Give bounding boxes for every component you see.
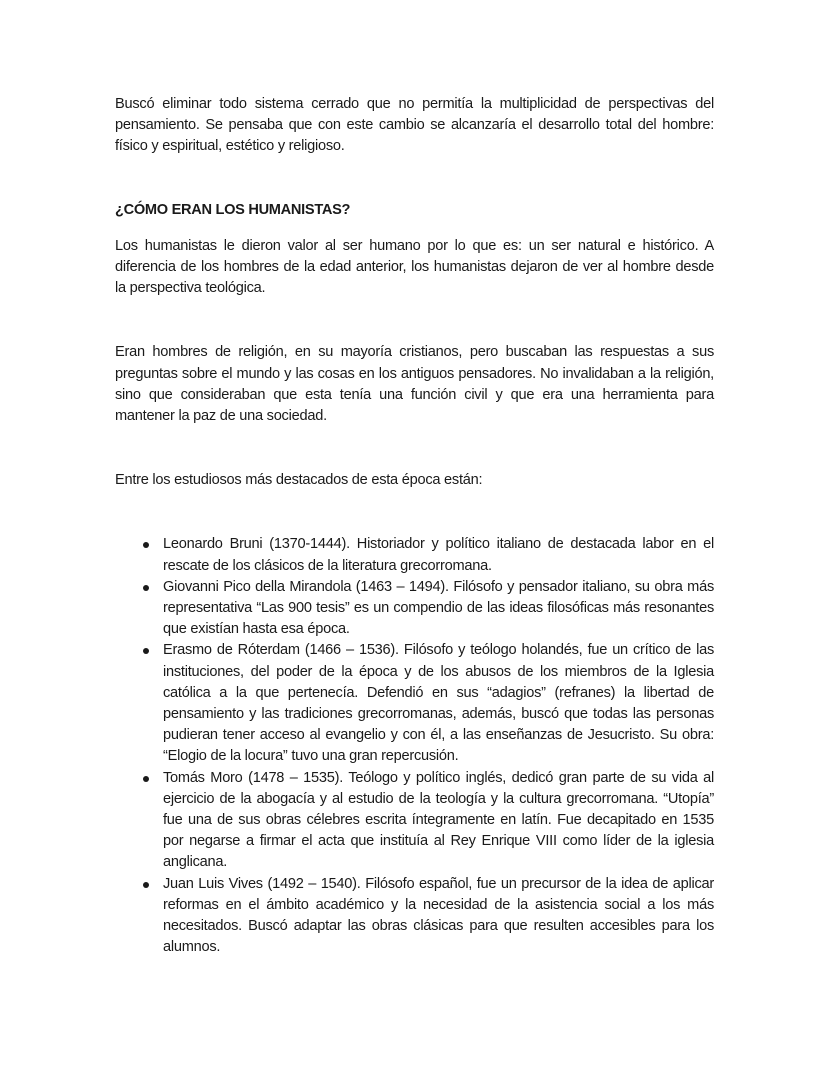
- list-item-leonardo-bruni: [115, 534, 714, 576]
- list-item-tomas-moro: [115, 768, 714, 874]
- paragraph-scholars-intro: Entre los estudiosos más destacados de esta época están:: [115, 472, 483, 489]
- list-item-text: Tomás Moro (1478 – 1535). Teólogo y político inglés, dedicó gran parte de su vida al ejercicio de la abogacía y al estudio de la teología y la cultura grecorromana. “Utopía” fue una de sus obras célebres escrita íntegramente en latín. Fue decapitado en 1535 por negarse a firmar el acta que instituía al Rey Enrique VIII como líder de la iglesia anglicana.: [163, 769, 714, 871]
- list-item-text: Giovanni Pico della Mirandola (1463 – 1494). Filósofo y pensador italiano, su obra más representativa “Las 900 tesis” es un compendio de las ideas filosóficas más resonantes que existían hasta esa época.: [163, 578, 714, 638]
- list-item-pico-della-mirandola: [115, 577, 714, 641]
- list-item-text: Leonardo Bruni (1370-1444). Historiador y político italiano de destacada labor en el rescate de los clásicos de la literatura grecorromana.: [163, 536, 714, 574]
- paragraph-humanists-value: Los humanistas le dieron valor al ser humano por lo que es: un ser natural e histórico. A diferencia de los hombres de la edad anterior, los humanistas dejaron de ver al hombre desde la perspectiva teológica.: [115, 237, 714, 297]
- list-item-text: Juan Luis Vives (1492 – 1540). Filósofo español, fue un precursor de la idea de aplicar reformas en el ámbito académico y la necesidad de la asistencia social a los más necesitados. Buscó adaptar las obras clásicas para que resulten accesibles para los alumnos.: [163, 875, 714, 956]
- section-heading: ¿CÓMO ERAN LOS HUMANISTAS?: [115, 201, 351, 218]
- list-item-text: Erasmo de Róterdam (1466 – 1536). Filósofo y teólogo holandés, fue un crítico de las instituciones, del poder de la época y de los abusos de los miembros de la Iglesia católica a la que pertenecía. Defendió en sus “adagios” (refranes) la libertad de pensamiento y las tradiciones grecorromanas, además, buscó que todas las personas pudieran tener acceso al evangelio y con él, a las enseñanzas de Jesucristo. Su obra: “Elogio de la locura” tuvo una gran repercusión.: [163, 642, 714, 765]
- bullet-icon: [143, 585, 149, 591]
- bullet-icon: [143, 882, 149, 888]
- document-page: [115, 94, 714, 959]
- list-item-juan-luis-vives: [115, 874, 714, 959]
- bullet-icon: [143, 776, 149, 782]
- scholars-list: [115, 534, 714, 958]
- bullet-icon: [143, 542, 149, 548]
- bullet-icon: [143, 648, 149, 654]
- list-item-erasmo-de-roterdam: [115, 640, 714, 767]
- intro-paragraph: Buscó eliminar todo sistema cerrado que no permitía la multiplicidad de perspectivas del pensamiento. Se pensaba que con este cambio se alcanzaría el desarrollo total del hombre: físico y espiritual, estético y religioso.: [115, 96, 714, 155]
- paragraph-humanists-religion: Eran hombres de religión, en su mayoría cristianos, pero buscaban las respuestas a sus preguntas sobre el mundo y las cosas en los antiguos pensadores. No invalidaban a la religión, sino que consideraban que esta tenía una función civil y que era una herramienta para mantener la paz de una sociedad.: [115, 344, 714, 425]
